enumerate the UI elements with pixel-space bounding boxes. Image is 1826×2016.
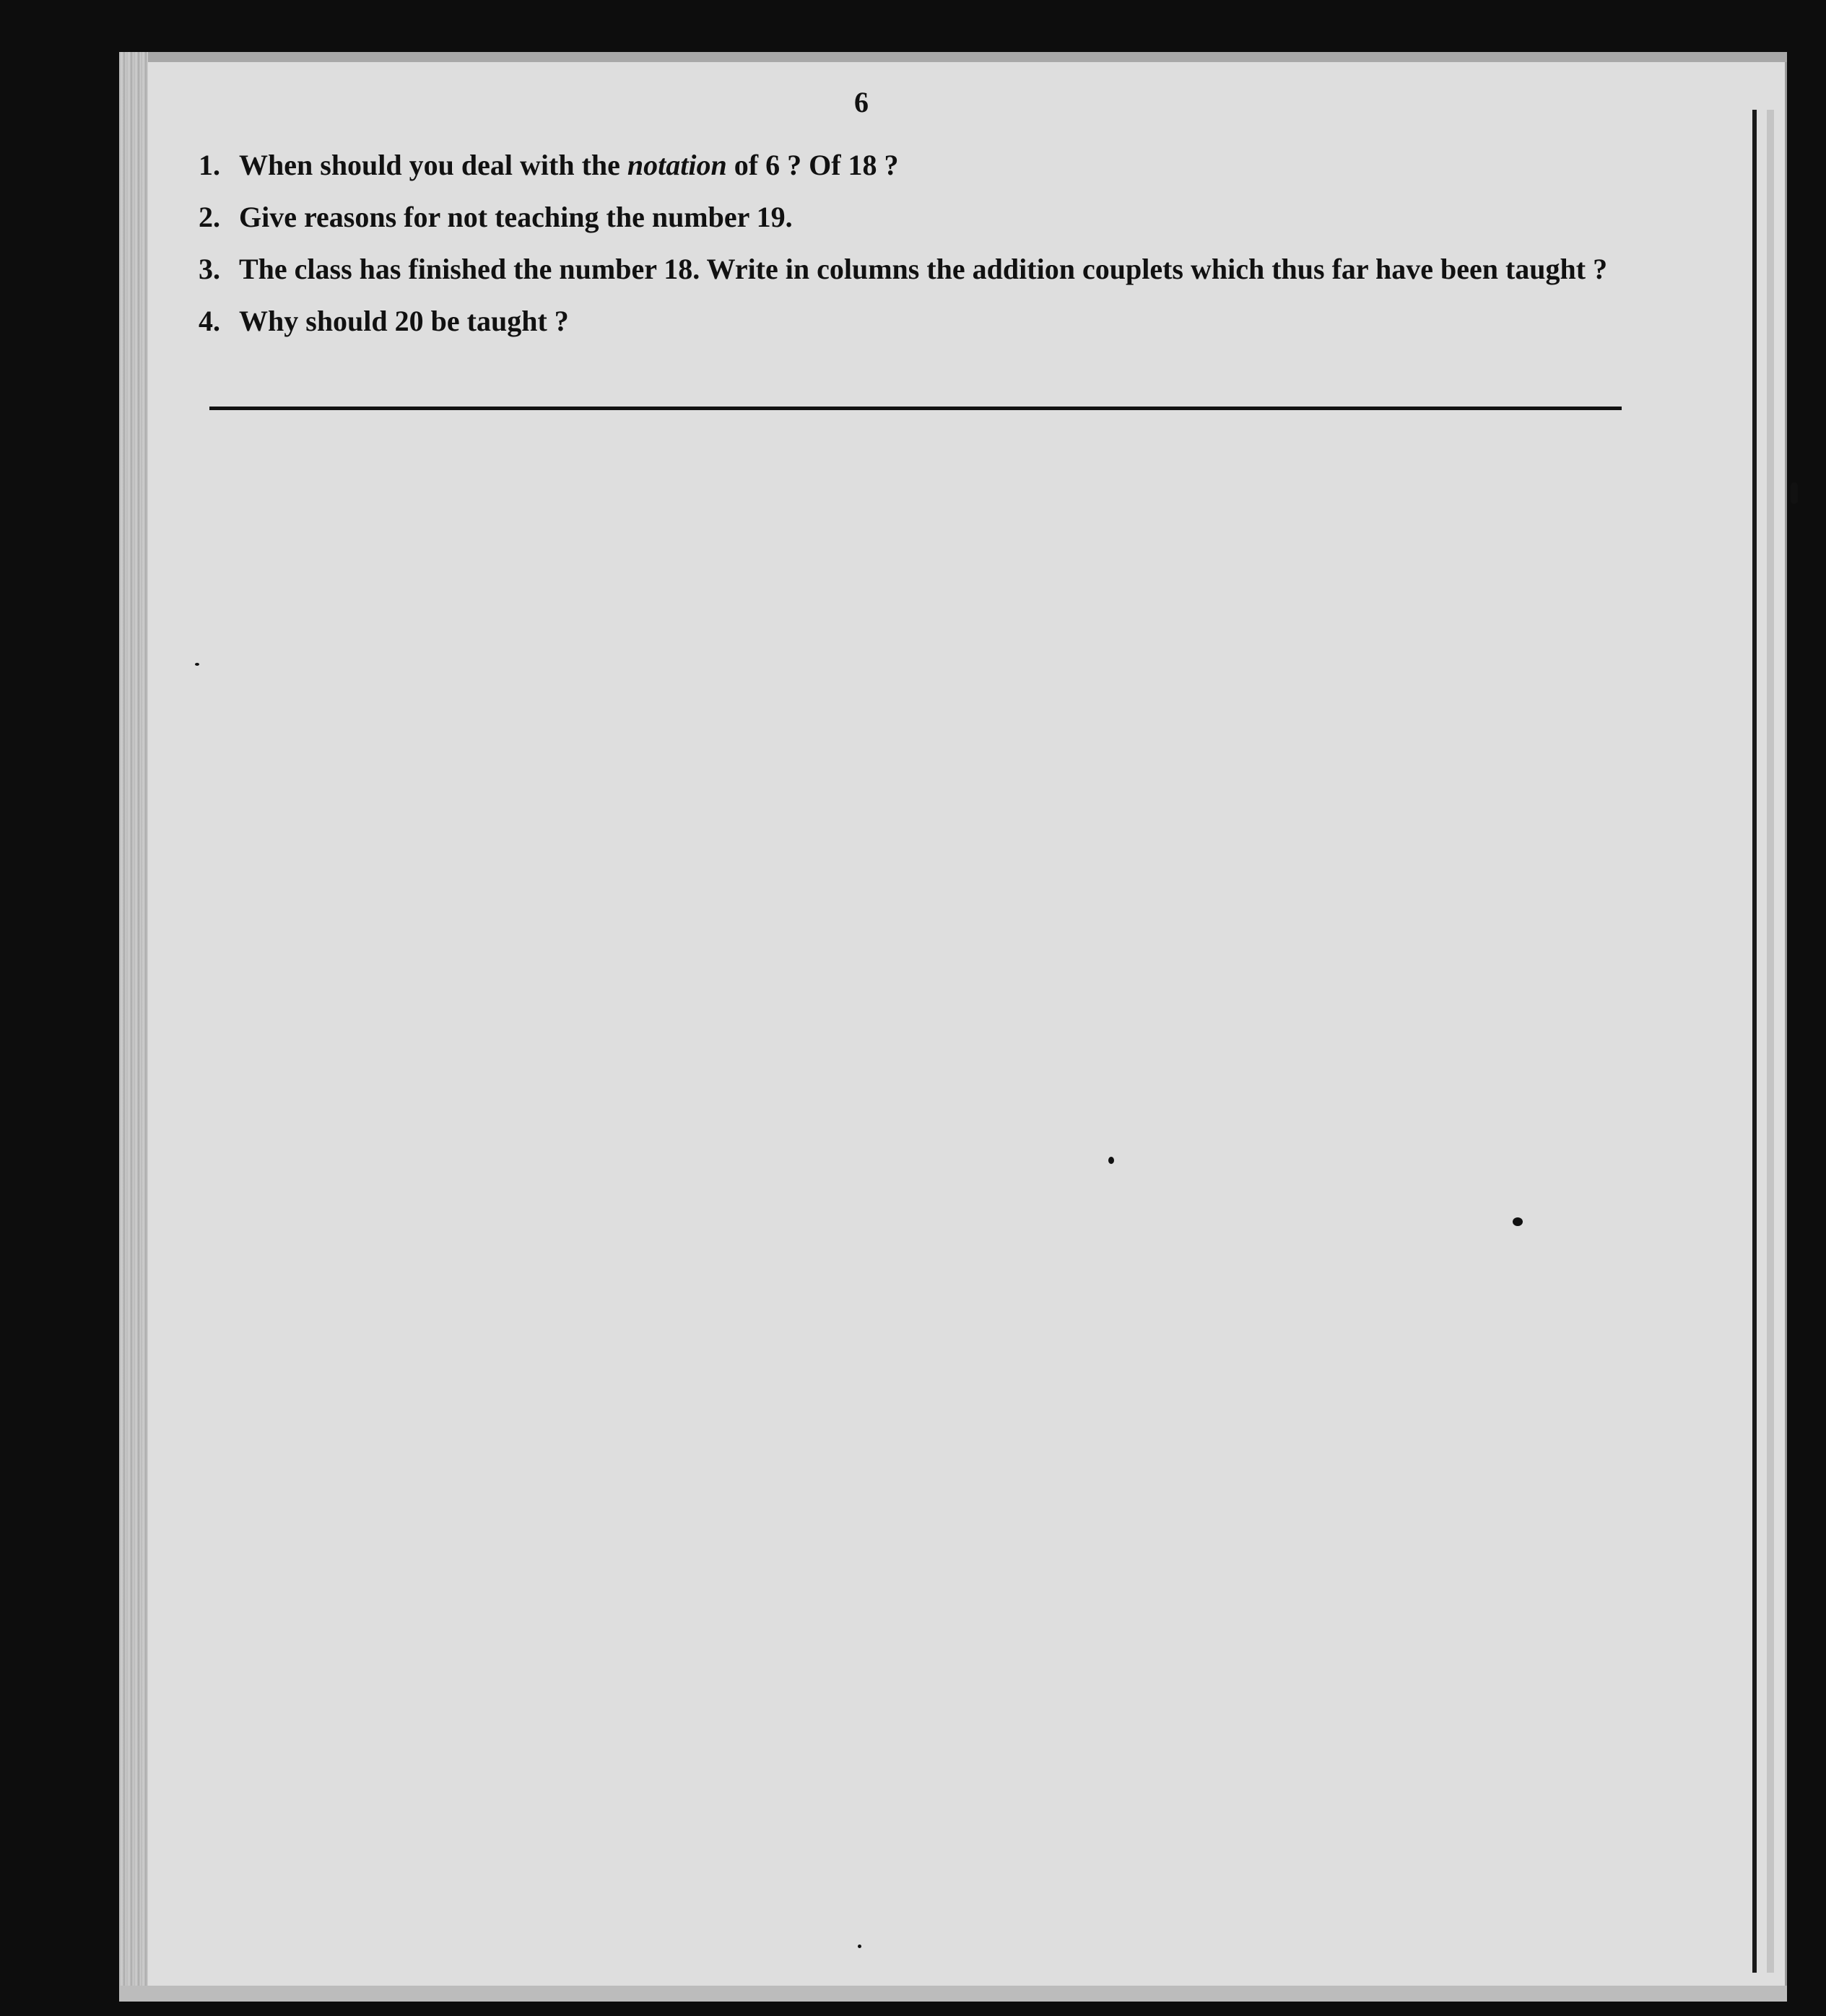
ink-speck [1791, 482, 1798, 504]
question-text: When should you deal with the notation of 6 ? Of 18 ? [239, 149, 899, 181]
question-list [199, 146, 1635, 354]
question-item [199, 146, 1635, 185]
question-number: 3. [199, 253, 220, 285]
gutter-edge [1767, 110, 1774, 1973]
question-item [199, 302, 1635, 341]
page-left-edge [119, 52, 148, 2002]
page-bottom-edge [119, 1986, 1787, 2002]
ink-speck [1513, 1217, 1523, 1226]
gutter-rule [1752, 110, 1757, 1973]
question-item [199, 198, 1635, 237]
question-item [199, 250, 1635, 289]
question-text: Give reasons for not teaching the number 19. [239, 201, 793, 233]
horizontal-rule [209, 407, 1622, 410]
question-number: 1. [199, 149, 220, 181]
ink-speck [1108, 1157, 1114, 1164]
question-number: 4. [199, 305, 220, 337]
page-top-edge [119, 52, 1787, 62]
ink-speck [858, 1945, 861, 1948]
question-text: The class has finished the number 18. Write in columns the addition couplets which thus far have been taught ? [239, 253, 1608, 285]
ink-speck [195, 663, 199, 666]
question-number: 2. [199, 201, 220, 233]
emphasized-term: notation [627, 149, 727, 181]
page-number: 6 [854, 86, 869, 118]
question-text: Why should 20 be taught ? [239, 305, 569, 337]
